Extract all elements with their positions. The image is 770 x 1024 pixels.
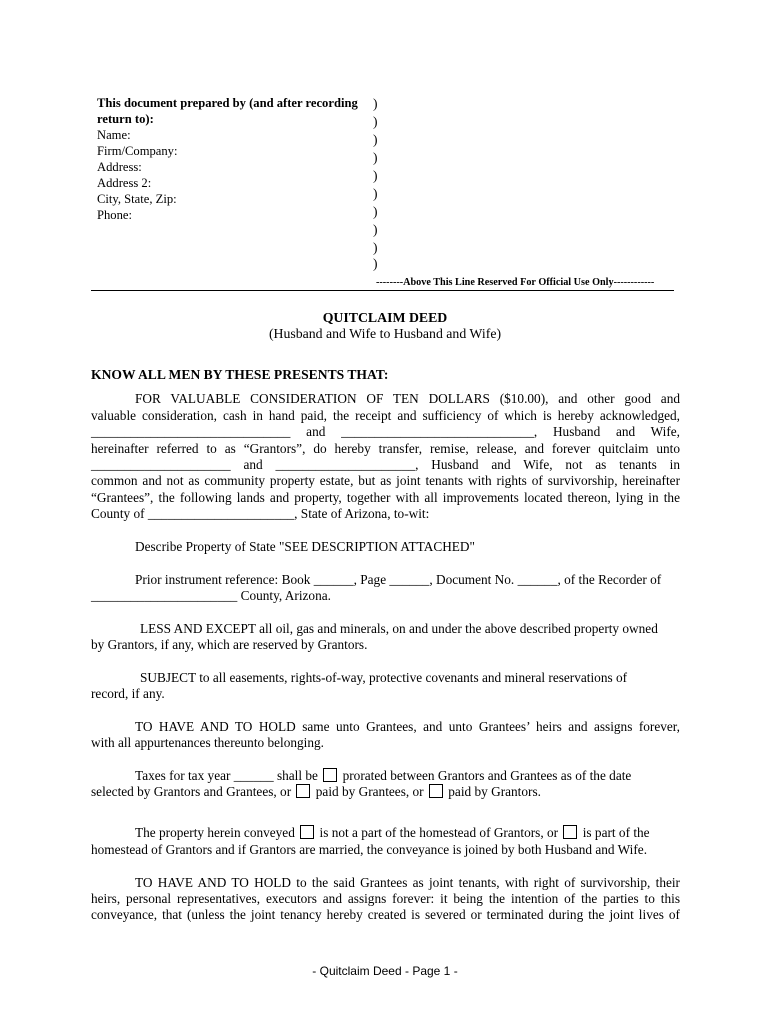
paid-by-grantors-checkbox[interactable] bbox=[429, 784, 443, 798]
homestead-line: homestead of Grantors and if Grantors are married, the conveyance is joined by both Husband and Wife. bbox=[91, 842, 648, 857]
bracket-paren: ) bbox=[373, 186, 378, 201]
phone-label: Phone: bbox=[97, 208, 132, 222]
grantees-names-line: _____________________ and _____________________, Husband and Wife, not as tenants in bbox=[91, 457, 680, 472]
prior-instrument-line: Prior instrument reference: Book ______, Page ______, Document No. ______, of the Recorder of bbox=[135, 572, 662, 587]
taxes-text: paid by Grantees, or bbox=[315, 784, 424, 799]
bracket-paren: ) bbox=[373, 132, 378, 147]
page-footer bbox=[0, 964, 770, 978]
document-subtitle: (Husband and Wife to Husband and Wife) bbox=[268, 326, 502, 341]
firm-label: Firm/Company: bbox=[97, 144, 178, 158]
document-title: QUITCLAIM DEED bbox=[322, 310, 448, 325]
subject-to-line: record, if any. bbox=[91, 686, 165, 701]
taxes-text: prorated between Grantors and Grantees as of the date bbox=[342, 768, 632, 783]
bracket-paren: ) bbox=[373, 114, 378, 129]
joint-tenancy-line: conveyance, that (unless the joint tenancy hereby created is severed or terminated during the joint lives of bbox=[91, 907, 680, 922]
habendum-line: with all appurtenances thereunto belonging. bbox=[91, 735, 324, 750]
bracket-paren: ) bbox=[373, 204, 378, 219]
address2-label: Address 2: bbox=[97, 176, 152, 190]
official-use-line: --------Above This Line Reserved For Official Use Only------------ bbox=[376, 277, 655, 288]
habendum-line: TO HAVE AND TO HOLD same unto Grantees, and unto Grantees’ heirs and assigns forever, bbox=[135, 719, 680, 734]
less-and-except-line: LESS AND EXCEPT all oil, gas and minerals, on and under the above described property owned bbox=[140, 621, 658, 636]
prepared-by-label: This document prepared by (and after recording bbox=[97, 96, 358, 110]
paid-by-grantees-checkbox[interactable] bbox=[296, 784, 310, 798]
taxes-line bbox=[91, 783, 680, 800]
bracket-paren: ) bbox=[373, 150, 378, 165]
bracket-paren: ) bbox=[373, 96, 378, 111]
joint-tenancy-line: TO HAVE AND TO HOLD to the said Grantees as joint tenants, with right of survivorship, their bbox=[135, 875, 680, 890]
city-state-zip-label: City, State, Zip: bbox=[97, 192, 177, 206]
is-homestead-checkbox[interactable] bbox=[563, 825, 577, 839]
name-label: Name: bbox=[97, 128, 131, 142]
less-and-except-line: by Grantors, if any, which are reserved by Grantors. bbox=[91, 637, 368, 652]
prior-instrument-line: ______________________ County, Arizona. bbox=[91, 588, 331, 603]
joint-tenancy-line: heirs, personal representatives, executors and assigns forever: it being the intention of the parties to this bbox=[91, 891, 680, 906]
bracket-paren: ) bbox=[373, 222, 378, 237]
subject-to-line: SUBJECT to all easements, rights-of-way, protective covenants and mineral reservations of bbox=[140, 670, 628, 685]
return-to-label: return to): bbox=[97, 112, 154, 126]
homestead-text: is part of the bbox=[582, 825, 650, 840]
consideration-line: FOR VALUABLE CONSIDERATION OF TEN DOLLARS ($10.00), and other good and bbox=[135, 391, 680, 406]
taxes-line bbox=[135, 767, 724, 784]
grantors-names-line: ______________________________ and _____________________________, Husband and Wife, bbox=[91, 424, 680, 439]
consideration-line: valuable consideration, cash in hand paid, the receipt and sufficiency of which is hereby acknowledged, bbox=[91, 408, 680, 423]
taxes-text: selected by Grantors and Grantees, or bbox=[91, 784, 292, 799]
address-label: Address: bbox=[97, 160, 142, 174]
taxes-text: Taxes for tax year ______ shall be bbox=[135, 768, 318, 783]
footer-prefix: - Quitclaim Deed - bbox=[312, 964, 413, 978]
prorated-checkbox[interactable] bbox=[323, 768, 337, 782]
official-use-rule bbox=[91, 290, 674, 291]
homestead-line bbox=[135, 824, 724, 841]
page-number: Page 1 bbox=[412, 964, 451, 978]
grantees-line: “Grantees”, the following lands and property, together with all improvements located thereon, lying in the bbox=[91, 490, 680, 505]
not-homestead-checkbox[interactable] bbox=[300, 825, 314, 839]
homestead-text: is not a part of the homestead of Grantors, or bbox=[319, 825, 559, 840]
grantors-line: hereinafter referred to as “Grantors”, do hereby transfer, remise, release, and forever quitclaim unto bbox=[91, 441, 680, 456]
bracket-paren: ) bbox=[373, 256, 378, 271]
opening-heading: KNOW ALL MEN BY THESE PRESENTS THAT: bbox=[91, 367, 389, 382]
homestead-text: The property herein conveyed bbox=[135, 825, 295, 840]
survivorship-line: common and not as community property estate, but as joint tenants with rights of survivorship, hereinafter bbox=[91, 473, 680, 488]
bracket-paren: ) bbox=[373, 240, 378, 255]
county-line: County of ______________________, State of Arizona, to-wit: bbox=[91, 506, 430, 521]
bracket-paren: ) bbox=[373, 168, 378, 183]
footer-suffix: - bbox=[450, 964, 458, 978]
property-description: Describe Property of State "SEE DESCRIPTION ATTACHED" bbox=[135, 539, 475, 554]
taxes-text: paid by Grantors. bbox=[448, 784, 541, 799]
